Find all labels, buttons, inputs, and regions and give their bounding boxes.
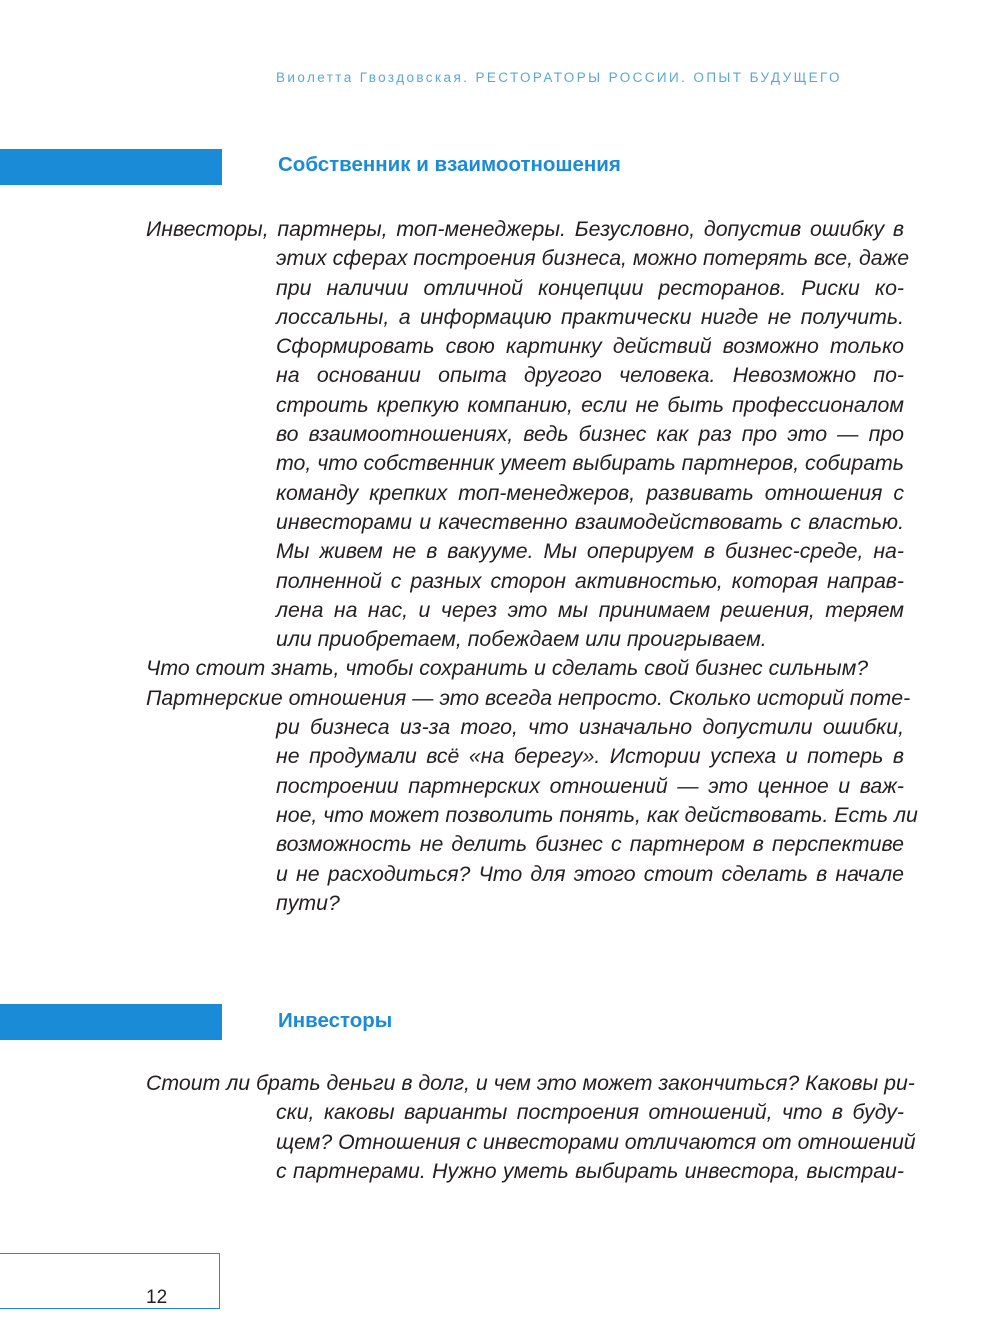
text-line: Партнерские отношения — это всегда непросто. Сколько историй поте- [146, 685, 911, 710]
text-line: ное, что может позволить понять, как действовать. Есть ли [276, 802, 918, 827]
text-line: этих сферах построения бизнеса, можно потерять все, даже [276, 246, 910, 271]
running-head: Виолетта Гвоздовская. РЕСТОРАТОРЫ РОССИИ. ОПЫТ БУДУЩЕГО [276, 70, 842, 85]
text-line: полненной с разных сторон активностью, которая направ- [276, 568, 904, 593]
text-line: и не расходиться? Что для этого стоит сделать в начале [276, 861, 904, 886]
text-line: Что стоит знать, чтобы сохранить и сделать свой бизнес сильным? [146, 656, 869, 681]
text-line: пути? [276, 890, 340, 915]
page-number: 12 [146, 1287, 168, 1308]
text-line: возможность не делить бизнес с партнером в перспективе [276, 832, 904, 857]
text-line: во взаимоотношениях, ведь бизнес как раз про это — про [276, 422, 904, 447]
paragraph [146, 1069, 916, 1186]
text-line: построении партнерских отношений — это ценное и важ- [276, 773, 904, 798]
text-line: строить крепкую компанию, если не быть профессионалом [276, 392, 904, 417]
text-line: или приобретаем, побеждаем или проигрываем. [276, 627, 767, 652]
text-line: лена на нас, и через это мы принимаем решения, теряем [276, 597, 904, 622]
page-number-frame [0, 1253, 220, 1309]
text-line: не продумали всё «на берегу». Истории успеха и потерь в [276, 744, 904, 769]
text-line: Мы живем не в вакууме. Мы оперируем в бизнес-среде, на- [276, 539, 904, 564]
text-line: инвесторами и качественно взаимодействовать с властью. [276, 509, 904, 534]
text-line: на основании опыта другого человека. Невозможно по- [276, 363, 904, 388]
section-marker-bar [0, 149, 222, 185]
text-line: Сформировать свою картинку действий возможно только [276, 334, 904, 359]
text-line: при наличии отличной концепции ресторанов. Риски ко- [276, 275, 904, 300]
text-line: ски, каковы варианты построения отношений, что в буду- [276, 1100, 904, 1125]
text-line: ри бизнеса из-за того, что изначально допустили ошибки, [276, 715, 904, 740]
text-line: то, что собственник умеет выбирать партнеров, собирать [276, 451, 904, 476]
paragraph [146, 215, 918, 918]
section-title: Собственник и взаимоотношения [278, 153, 621, 176]
section-title: Инвесторы [278, 1009, 393, 1032]
text-line: Стоит ли брать деньги в долг, и чем это может закончиться? Каковы ри- [146, 1071, 915, 1095]
text-line: команду крепких топ-менеджеров, развивать отношения с [276, 480, 904, 505]
text-line: Инвесторы, партнеры, топ-менеджеры. Безусловно, допустив ошибку в [146, 217, 904, 241]
text-line: щем? Отношения с инвесторами отличаются от отношений [276, 1129, 916, 1154]
section-marker-bar [0, 1004, 222, 1040]
text-line: с партнерами. Нужно уметь выбирать инвестора, выстраи- [276, 1158, 904, 1183]
text-line: лоссальны, а информацию практически нигде не получить. [276, 304, 904, 329]
